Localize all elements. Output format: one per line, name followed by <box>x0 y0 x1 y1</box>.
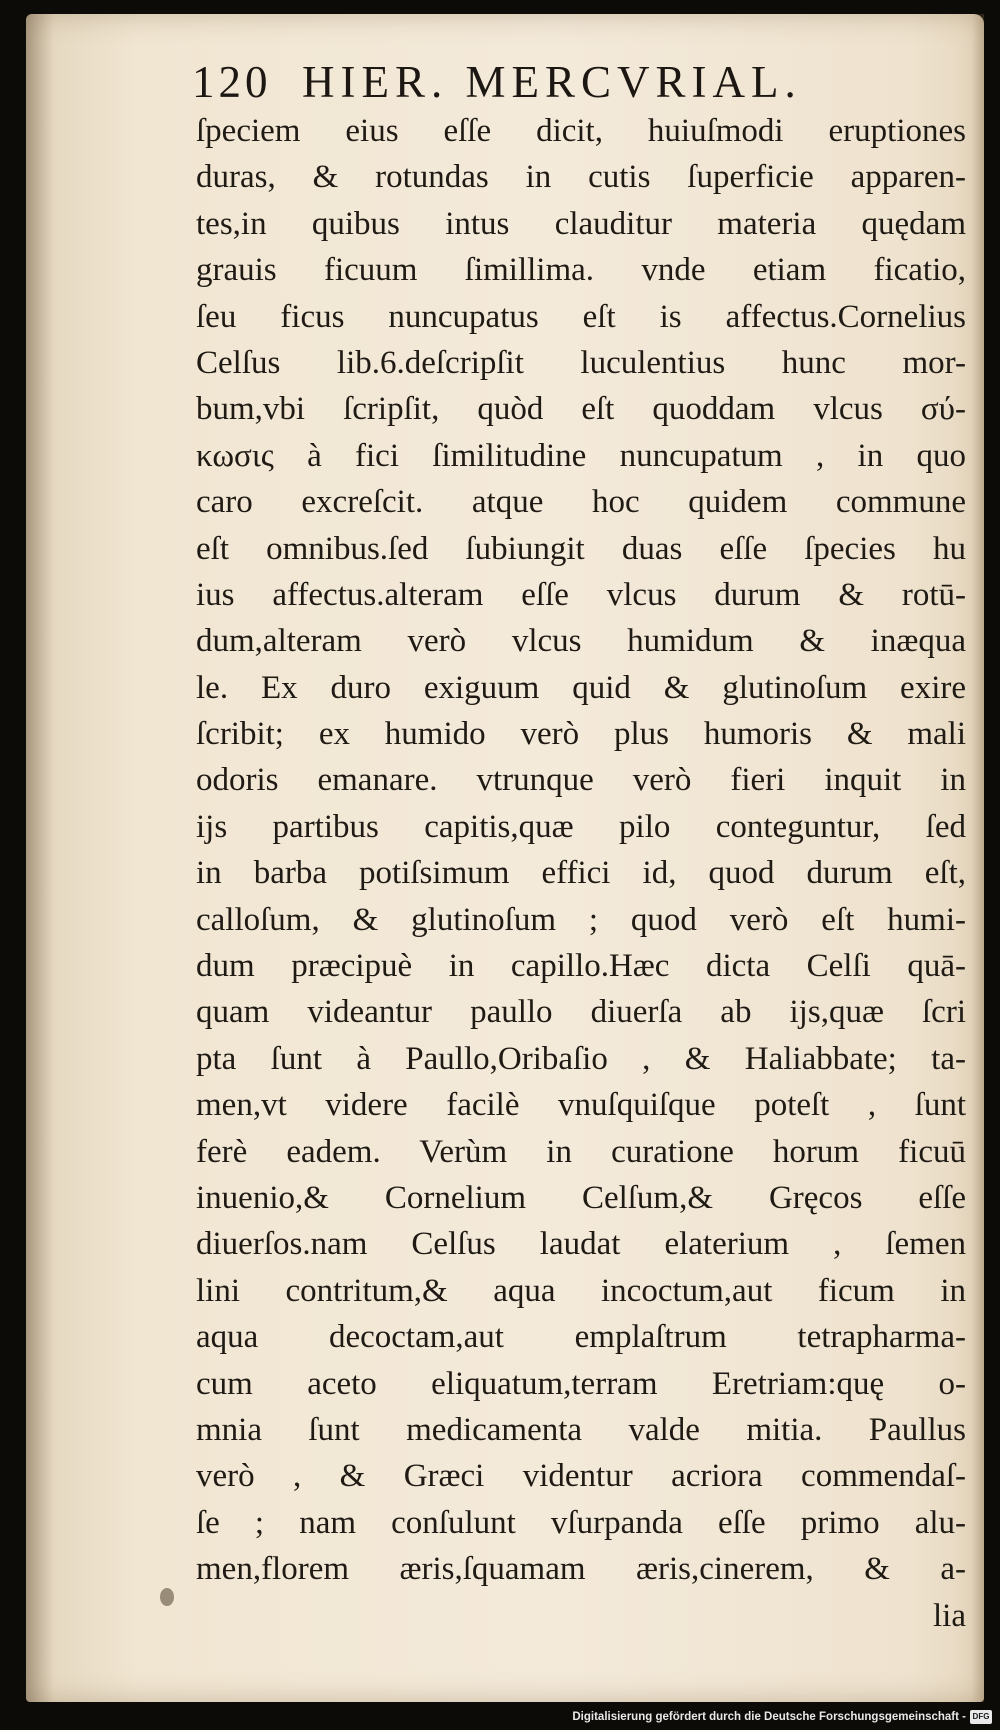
text-line: ſe ; nam conſulunt vſurpanda eſſe primo alu- <box>196 1504 966 1541</box>
text-line: diuerſos.nam Celſus laudat elaterium , ſemen <box>196 1226 966 1263</box>
text-line: quam videantur paullo diuerſa ab ijs,quæ ſcri <box>196 994 966 1031</box>
page-edge <box>972 14 984 1702</box>
text-line: odoris emanare. vtrunque verò fieri inquit in <box>196 762 966 799</box>
digitization-credit: Digitalisierung gefördert durch die Deutsche Forschungsgemeinschaft - <box>572 1711 966 1723</box>
body-text <box>196 108 966 1639</box>
text-line: ius affectus.alteram eſſe vlcus durum & rotū- <box>196 576 966 613</box>
text-line: lini contritum,& aqua incoctum,aut ficum in <box>196 1272 966 1309</box>
text-line: mnia ſunt medicamenta valde mitia. Paullus <box>196 1411 966 1448</box>
text-line: men,florem æris,ſquamam æris,cinerem, & a- <box>196 1551 966 1588</box>
text-line: Celſus lib.6.deſcripſit luculentius hunc mor- <box>196 344 966 381</box>
text-line: ſeu ficus nuncupatus eſt is affectus.Cornelius <box>196 298 966 335</box>
text-line: dum,alteram verò vlcus humidum & inæqua <box>196 623 966 660</box>
text-line: in barba potiſsimum effici id, quod durum eſt, <box>196 855 966 892</box>
text-line: bum,vbi ſcripſit, quòd eſt quoddam vlcus σύ- <box>196 391 966 428</box>
text-line: calloſum, & glutinoſum ; quod verò eſt humi- <box>196 901 966 938</box>
ink-spot <box>160 1588 174 1606</box>
text-line: κωσις à fici ſimilitudine nuncupatum , in quo <box>196 437 966 474</box>
text-line: inuenio,& Cornelium Celſum,& Gręcos eſſe <box>196 1179 966 1216</box>
spine-shadow <box>26 14 54 1702</box>
text-line: le. Ex duro exiguum quid & glutinoſum exire <box>196 669 966 706</box>
text-line: grauis ficuum ſimillima. vnde etiam ficatio, <box>196 252 966 289</box>
text-line: ſpeciem eius eſſe dicit, huiuſmodi eruptiones <box>196 113 966 149</box>
running-title: HIER. MERCVRIAL. <box>302 57 802 107</box>
page-header <box>192 56 872 116</box>
text-line: verò , & Græci videntur acriora commendaſ- <box>196 1458 966 1495</box>
text-line: cum aceto eliquatum,terram Eretriam:quę o- <box>196 1365 966 1402</box>
text-line: aqua decoctam,aut emplaſtrum tetrapharma- <box>196 1319 966 1356</box>
text-line: caro excreſcit. atque hoc quidem commune <box>196 484 966 521</box>
text-line: eſt omnibus.ſed ſubiungit duas eſſe ſpecies hu <box>196 530 966 567</box>
text-line: dum præcipuè in capillo.Hæc dicta Celſi quā- <box>196 948 966 985</box>
text-line: lia <box>933 1597 966 1634</box>
text-line: ijs partibus capitis,quæ pilo conteguntur, ſed <box>196 808 966 845</box>
text-line: tes,in quibus intus clauditur materia quędam <box>196 205 966 242</box>
text-line: pta ſunt à Paullo,Oribaſio , & Haliabbate; ta- <box>196 1040 966 1077</box>
text-line: men,vt videre facilè vnuſquiſque poteſt , ſunt <box>196 1087 966 1124</box>
text-line: duras, & rotundas in cutis ſuperficie apparen- <box>196 159 966 196</box>
dfg-logo: DFG <box>970 1710 992 1724</box>
text-line: ferè eadem. Verùm in curatione horum ficuū <box>196 1133 966 1170</box>
page-number: 120 <box>192 57 272 107</box>
text-line: ſcribit; ex humido verò plus humoris & mali <box>196 716 966 753</box>
